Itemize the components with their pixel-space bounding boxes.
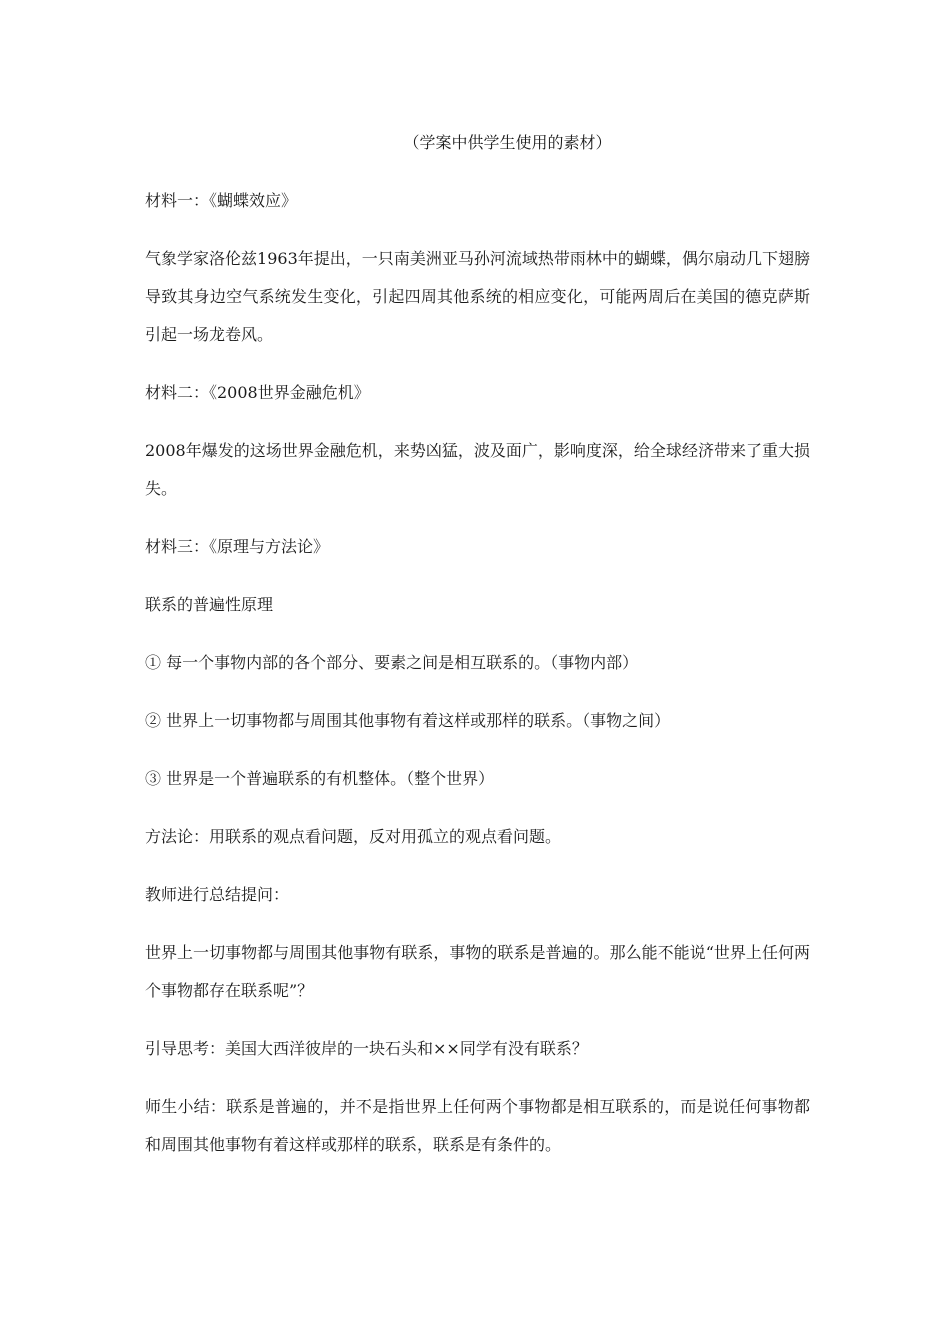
principle-title: 联系的普遍性原理 [145, 595, 274, 614]
principle-point-1: ① 每一个事物内部的各个部分、要素之间是相互联系的。（事物内部） [145, 653, 639, 672]
document-content [145, 124, 810, 1164]
material-2-heading: 材料二：《2008世界金融危机》 [145, 383, 370, 402]
methodology: 方法论：用联系的观点看问题，反对用孤立的观点看问题。 [145, 827, 562, 846]
header-note: （学案中供学生使用的素材） [403, 133, 612, 152]
principle-point-3: ③ 世界是一个普遍联系的有机整体。（整个世界） [145, 769, 495, 788]
conclusion-paragraph: 师生小结：联系是普遍的，并不是指世界上任何两个事物都是相互联系的，而是说任何事物都和周围其他事物有着这样或那样的联系，联系是有条件的。 [145, 1097, 810, 1154]
guided-thinking: 引导思考：美国大西洋彼岸的一块石头和××同学有没有联系？ [145, 1039, 588, 1058]
question-paragraph: 世界上一切事物都与周围其他事物有联系，事物的联系是普遍的。那么能不能说“世界上任何两个事物都存在联系呢”？ [145, 943, 810, 1000]
material-2-body: 2008年爆发的这场世界金融危机，来势凶猛，波及面广，影响度深，给全球经济带来了重大损失。 [145, 441, 810, 498]
teacher-summary-prompt: 教师进行总结提问： [145, 885, 290, 904]
material-1-heading: 材料一：《蝴蝶效应》 [145, 191, 298, 210]
material-1-body: 气象学家洛伦兹1963年提出，一只南美洲亚马孙河流域热带雨林中的蝴蝶，偶尔扇动几下翅膀导致其身边空气系统发生变化，引起四周其他系统的相应变化，可能两周后在美国的德克萨斯引起一场龙卷风。 [145, 249, 810, 344]
principle-point-2: ② 世界上一切事物都与周围其他事物有着这样或那样的联系。（事物之间） [145, 711, 671, 730]
material-3-heading: 材料三：《原理与方法论》 [145, 537, 330, 556]
